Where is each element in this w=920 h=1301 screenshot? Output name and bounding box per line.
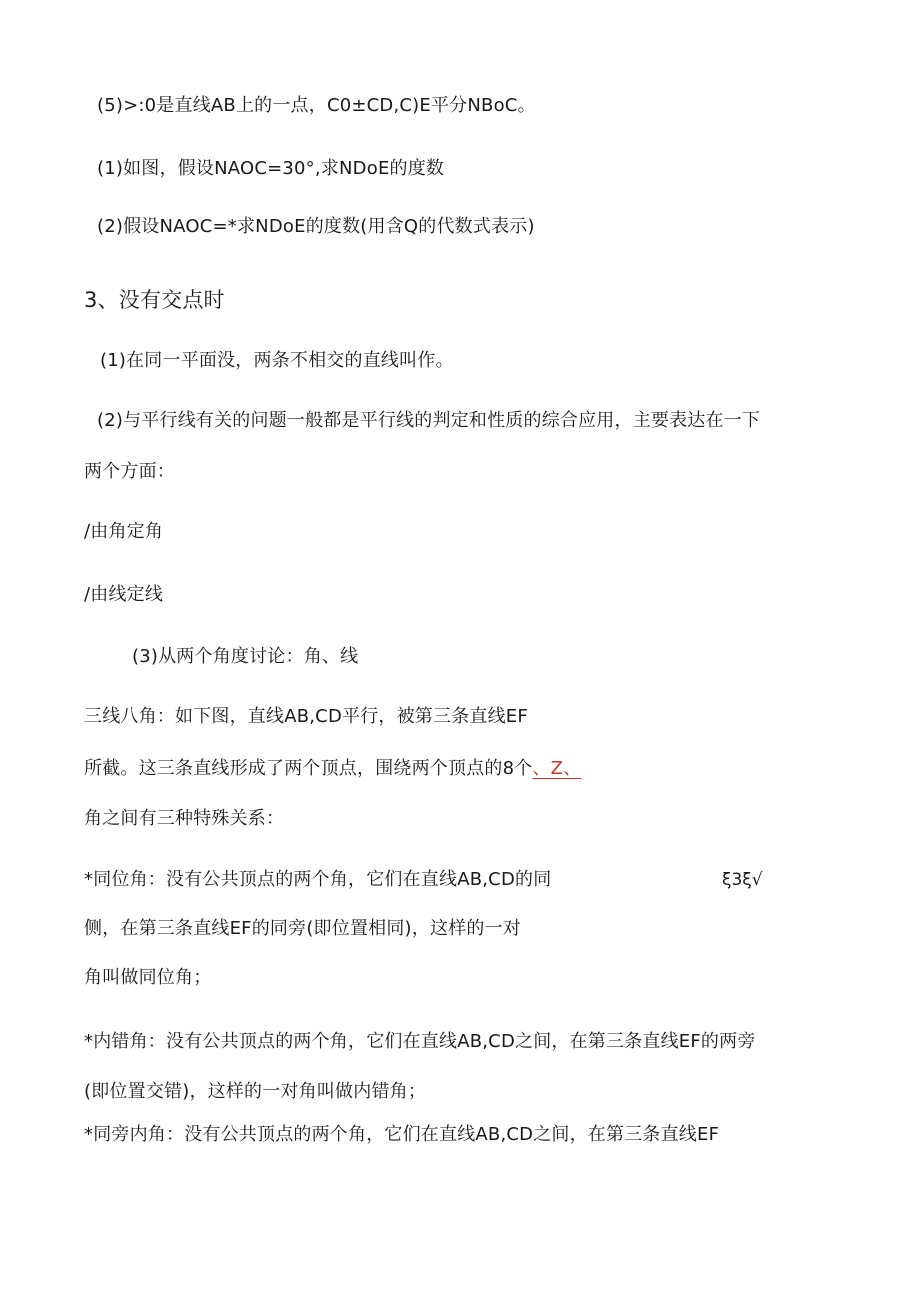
- item-3-discussion: (3)从两个角度讨论：角、线: [132, 646, 359, 667]
- problem-5-statement: (5)>:0是直线AB上的一点，C0±CD,C)E平分NBoC。: [97, 95, 536, 116]
- item-2-continuation: 两个方面：: [84, 461, 175, 482]
- bullet-line-to-line: /由线定线: [84, 584, 164, 605]
- corresponding-angles-def-line-3: 角叫做同位角；: [84, 967, 212, 988]
- alternate-interior-angles-def-line-1: *内错角：没有公共顶点的两个角，它们在直线AB,CD之间，在第三条直线EF的两旁: [84, 1031, 756, 1052]
- three-lines-eight-angles-continued: [84, 758, 581, 780]
- item-1-definition: (1)在同一平面没，两条不相交的直线叫作。: [100, 350, 454, 371]
- corresponding-angles-def-line-1: *同位角：没有公共顶点的两个角，它们在直线AB,CD的同: [84, 869, 552, 890]
- three-lines-eight-angles-intro: 三线八角：如下图，直线AB,CD平行，被第三条直线EF: [84, 706, 528, 727]
- section-heading-3: 3、没有交点时: [84, 288, 225, 312]
- side-note-symbols: ξ3ξ√: [722, 870, 763, 890]
- bullet-angle-to-angle: /由角定角: [84, 521, 164, 542]
- corresponding-angles-def-line-2: 侧，在第三条直线EF的同旁(即位置相同)，这样的一对: [84, 918, 521, 939]
- three-relations-intro: 角之间有三种特殊关系：: [84, 808, 285, 829]
- item-2-intro: (2)与平行线有关的问题一般都是平行线的判定和性质的综合应用，主要表达在一下: [97, 410, 761, 431]
- same-side-interior-angles-def: *同旁内角：没有公共顶点的两个角，它们在直线AB,CD之间，在第三条直线EF: [84, 1124, 720, 1145]
- red-annotation: 、Z、: [532, 758, 582, 779]
- problem-5-part-2: (2)假设NAOC=*求NDoE的度数(用含Q的代数式表示): [97, 216, 535, 237]
- problem-5-part-1: (1)如图，假设NAOC=30°,求NDoE的度数: [97, 158, 445, 179]
- continued-text: 所截。这三条直线形成了两个顶点，围绕两个顶点的8个: [84, 758, 533, 779]
- alternate-interior-angles-def-line-2: (即位置交错)，这样的一对角叫做内错角；: [84, 1081, 427, 1102]
